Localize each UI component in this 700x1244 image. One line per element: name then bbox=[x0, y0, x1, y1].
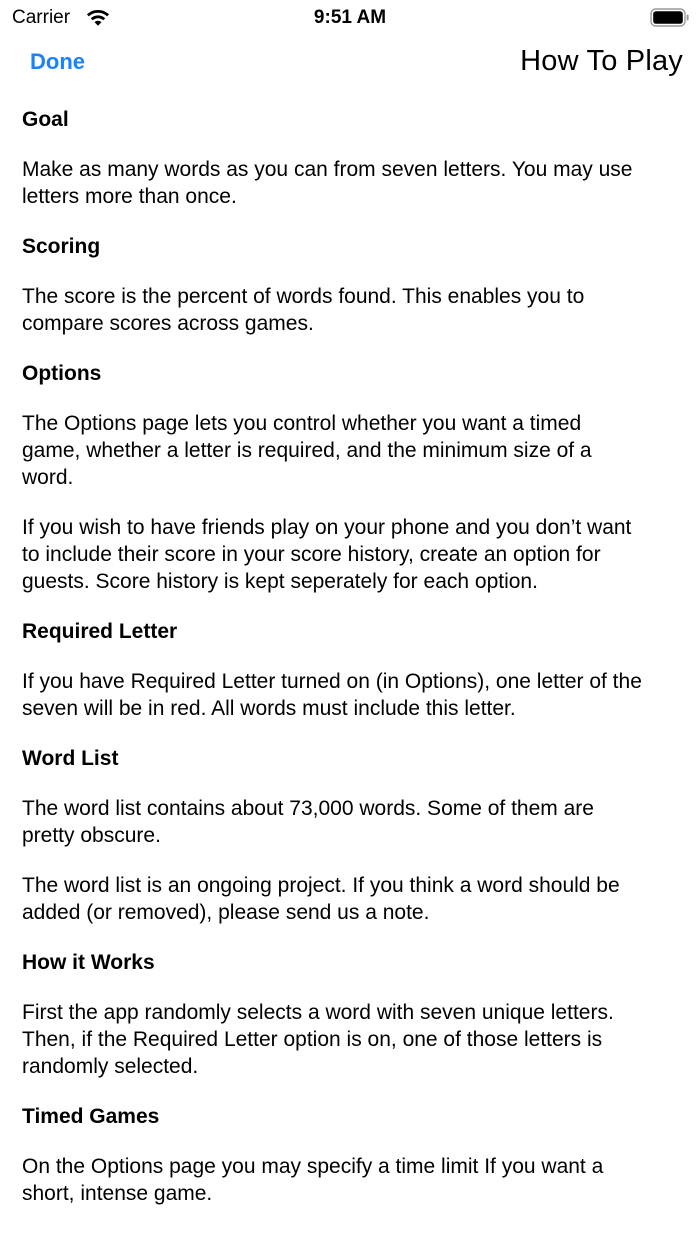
how-to-play-content bbox=[22, 106, 642, 1230]
section-heading: Options bbox=[22, 362, 102, 385]
status-bar bbox=[0, 0, 700, 36]
section-paragraph: If you have Required Letter turned on (in Options), one letter of the seven will be in red. All words must include this letter. bbox=[22, 670, 642, 720]
clock: 9:51 AM bbox=[313, 7, 387, 28]
section-timed-games bbox=[22, 1103, 642, 1207]
section-heading: Required Letter bbox=[22, 620, 178, 643]
section-heading: Timed Games bbox=[22, 1105, 160, 1128]
section-heading: Word List bbox=[22, 747, 119, 770]
section-scoring bbox=[22, 233, 642, 337]
section-paragraph: On the Options page you may specify a time limit If you want a short, intense game. bbox=[22, 1155, 604, 1205]
section-heading: Scoring bbox=[22, 235, 101, 258]
section-paragraph: Make as many words as you can from seven letters. You may use letters more than once. bbox=[22, 158, 633, 208]
section-how-it-works bbox=[22, 949, 642, 1080]
section-heading: How it Works bbox=[22, 951, 155, 974]
carrier-label: Carrier bbox=[12, 7, 71, 28]
section-options bbox=[22, 360, 642, 595]
section-word-list bbox=[22, 745, 642, 926]
section-paragraph: If you wish to have friends play on your phone and you don’t want to include their score in your score history, create an option for guests. Score history is kept seperately for each option. bbox=[22, 516, 632, 593]
page-title: How To Play bbox=[520, 45, 683, 77]
section-paragraph: The word list contains about 73,000 words. Some of them are pretty obscure. bbox=[22, 797, 594, 847]
section-paragraph: First the app randomly selects a word with seven unique letters. Then, if the Required Letter option is on, one of those letters is randomly selected. bbox=[22, 1001, 614, 1078]
section-goal bbox=[22, 106, 642, 210]
section-required-letter bbox=[22, 618, 642, 722]
section-paragraph: The word list is an ongoing project. If you think a word should be added (or removed), please send us a note. bbox=[22, 874, 620, 924]
section-heading: Goal bbox=[22, 108, 69, 131]
navigation-bar bbox=[0, 36, 700, 88]
done-button[interactable]: Done bbox=[30, 49, 85, 74]
section-paragraph: The score is the percent of words found. This enables you to compare scores across games. bbox=[22, 285, 585, 335]
section-paragraph: The Options page lets you control whether you want a timed game, whether a letter is required, and the minimum size of a word. bbox=[22, 412, 592, 489]
battery-full-icon bbox=[650, 8, 690, 27]
